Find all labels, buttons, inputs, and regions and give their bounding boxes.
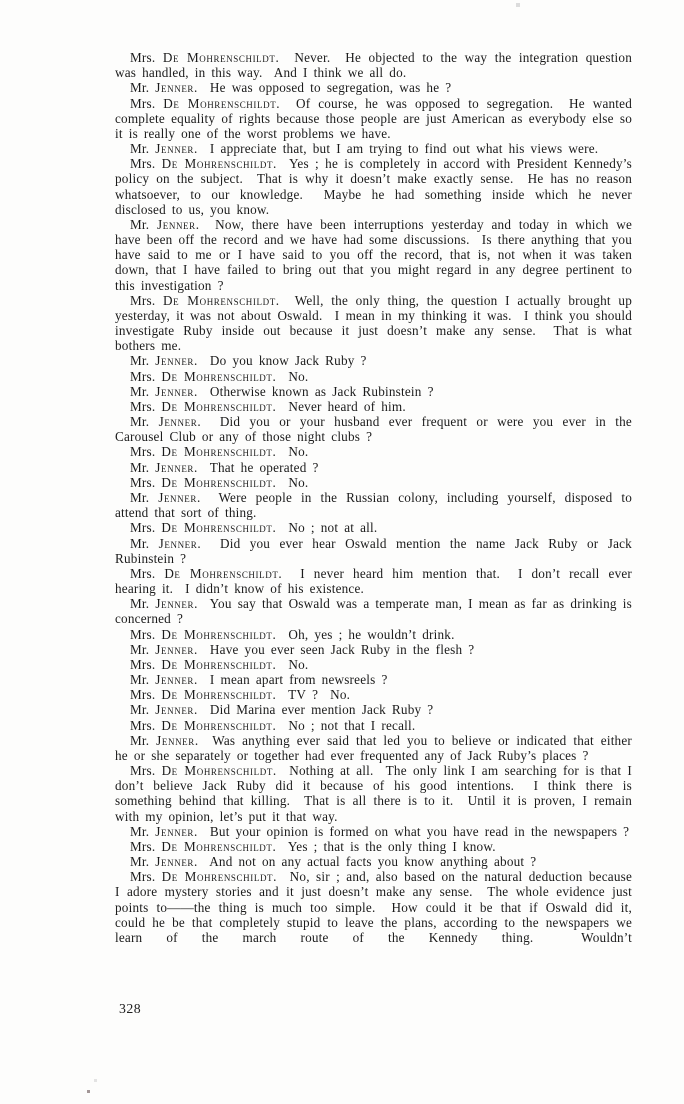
speaker-name: Jenner. [155, 823, 198, 839]
speaker-name: De Mohrenschildt. [161, 869, 278, 885]
speaker-name: Jenner. [158, 535, 202, 551]
dialogue-text: Do you know Jack Ruby ? [197, 353, 367, 369]
speaker-prefix: Mrs. [130, 717, 162, 733]
speaker-name: Jenner. [155, 596, 198, 612]
speaker-prefix: Mr. [130, 672, 156, 688]
transcript-paragraph [115, 763, 638, 824]
speaker-name: De Mohrenschildt. [161, 156, 277, 172]
speaker-prefix: Mr. [130, 489, 159, 505]
testimony-transcript [115, 50, 639, 945]
transcript-paragraph [115, 50, 639, 81]
speaker-name: Jenner. [155, 459, 198, 475]
dialogue-text: I appreciate that, but I am trying to find out what his views were. [197, 141, 599, 157]
transcript-paragraph [115, 384, 632, 399]
speaker-name: Jenner. [155, 672, 198, 688]
dialogue-text: Never heard of him. [276, 398, 406, 414]
dialogue-text: That he operated ? [197, 459, 319, 475]
transcript-paragraph [115, 672, 632, 687]
dialogue-text: No ; not that I recall. [276, 717, 416, 733]
speaker-name: De Mohrenschildt. [161, 444, 277, 460]
transcript-paragraph [115, 718, 632, 733]
speaker-prefix: Mrs. [130, 444, 162, 460]
transcript-paragraph [115, 475, 632, 490]
transcript-paragraph [115, 535, 638, 566]
speaker-prefix: Mrs. [130, 398, 162, 414]
speaker-name: De Mohrenschildt. [161, 520, 277, 536]
dialogue-text: Well, the only thing, the question I actually brought up yesterday, it was not about Oswald. I mean in my thinking it was. I think you should investigate Ruby inside out because it just doesn’t make any sense. That is what bothers me. [115, 292, 638, 354]
speaker-prefix: Mrs. [130, 626, 162, 642]
scan-speck [516, 3, 520, 7]
transcript-paragraph [115, 353, 632, 368]
page-number: 328 [119, 1001, 142, 1016]
speaker-name: Jenner. [155, 383, 198, 399]
dialogue-text: I mean apart from newsreels ? [197, 672, 388, 688]
dialogue-text: No ; not at all. [276, 520, 378, 536]
speaker-prefix: Mr. [130, 414, 159, 430]
speaker-prefix: Mr. [130, 596, 156, 612]
transcript-paragraph [115, 627, 632, 642]
transcript-paragraph [115, 414, 638, 445]
speaker-prefix: Mrs. [130, 368, 162, 384]
speaker-name: Jenner. [158, 489, 201, 505]
speaker-prefix: Mr. [130, 702, 156, 718]
speaker-prefix: Mr. [130, 732, 157, 748]
dialogue-text: And not on any actual facts you know anything about ? [197, 854, 537, 870]
speaker-name: Jenner. [155, 141, 198, 157]
dialogue-text: Have you ever seen Jack Ruby in the flesh ? [197, 641, 475, 657]
dialogue-text: No. [276, 656, 309, 672]
dialogue-text: Now, there have been interruptions yesterday and today in which we have been off the record and we have had some discussions. Is there anything that you have said to me or I have said to you off the record, that is, not when it was taken down, that I have failed to bring out that you might regard in any degree pertinent to this investigation ? [115, 216, 638, 293]
dialogue-text: TV ? No. [276, 687, 351, 703]
speaker-prefix: Mr. [130, 80, 156, 96]
speaker-prefix: Mr. [130, 854, 156, 870]
speaker-name: De Mohrenschildt. [161, 626, 277, 642]
dialogue-text: You say that Oswald was a temperate man, I mean as far as drinking is concerned ? [115, 596, 638, 627]
transcript-paragraph [115, 80, 632, 95]
speaker-prefix: Mrs. [130, 156, 162, 172]
transcript-paragraph [115, 854, 632, 869]
speaker-name: De Mohrenschildt. [161, 838, 277, 854]
dialogue-text: Did you or your husband ever frequent or were you ever in the Carousel Club or any of those night clubs ? [115, 414, 638, 445]
speaker-prefix: Mr. [130, 383, 156, 399]
speaker-prefix: Mr. [130, 353, 156, 369]
transcript-paragraph [115, 489, 638, 521]
speaker-prefix: Mrs. [130, 95, 164, 111]
transcript-paragraph [115, 292, 638, 354]
transcript-paragraph [115, 216, 638, 293]
transcript-paragraph [115, 732, 638, 763]
speaker-prefix: Mr. [130, 535, 159, 551]
speaker-prefix: Mrs. [130, 565, 165, 581]
dialogue-text: Yes ; that is the only thing I know. [276, 838, 496, 854]
transcript-paragraph [115, 824, 632, 839]
speaker-name: Jenner. [155, 702, 198, 718]
speaker-name: Jenner. [155, 353, 198, 369]
transcript-paragraph [115, 95, 639, 142]
dialogue-text: Nothing at all. The only link I am searching for is that I don’t believe Jack Ruby did it because of his good intentions. I think there is something behind that killing. That is all there is to it. Until it is proven, I remain with my opinion, let’s put it that way. [115, 763, 638, 824]
speaker-name: Jenner. [155, 80, 198, 96]
speaker-name: Jenner. [157, 216, 200, 232]
speaker-name: De Mohrenschildt. [163, 95, 281, 111]
speaker-prefix: Mrs. [130, 292, 163, 308]
speaker-name: Jenner. [155, 641, 198, 657]
speaker-prefix: Mrs. [130, 838, 162, 854]
speaker-name: De Mohrenschildt. [162, 50, 280, 65]
speaker-name: De Mohrenschildt. [161, 656, 277, 672]
scan-speck [94, 1079, 97, 1082]
speaker-prefix: Mrs. [130, 520, 162, 536]
speaker-name: De Mohrenschildt. [161, 687, 277, 703]
transcript-paragraph [115, 460, 632, 475]
dialogue-text: Never. He objected to the way the integration question was handled, in this way. And I think we all do. [115, 50, 639, 81]
speaker-prefix: Mrs. [130, 50, 163, 65]
transcript-paragraph [115, 369, 632, 384]
dialogue-text: He was opposed to segregation, was he ? [197, 80, 452, 96]
dialogue-text: No. [276, 444, 309, 460]
speaker-name: De Mohrenschildt. [161, 368, 277, 384]
speaker-name: Jenner. [156, 732, 199, 748]
speaker-name: De Mohrenschildt. [161, 717, 277, 733]
speaker-prefix: Mrs. [130, 656, 162, 672]
dialogue-text: No, sir ; and, also based on the natural deduction because I adore mystery stories and it just doesn’t make any sense. The whole evidence just points to——the thing is much too simple. How could it be that if Oswald did it, could he be that completely stupid to leave the plans, according to the newspapers we learn of the march route of the Kennedy thing. Wouldn’t [115, 869, 638, 945]
dialogue-text: Were people in the Russian colony, including yourself, disposed to attend that sort of thing. [115, 489, 638, 521]
transcript-paragraph [115, 642, 632, 657]
speaker-name: Jenner. [155, 854, 198, 870]
speaker-name: Jenner. [158, 414, 202, 430]
dialogue-text: Yes ; he is completely in accord with President Kennedy’s policy on the subject. That is why it doesn’t make exactly sense. He has no reason whatsoever, to our knowledge. Maybe he had something inside which he never disclosed to us, you know. [115, 156, 638, 217]
speaker-prefix: Mrs. [130, 687, 162, 703]
dialogue-text: But your opinion is formed on what you have read in the newspapers ? [197, 823, 630, 839]
transcript-paragraph [115, 399, 632, 414]
speaker-name: De Mohrenschildt. [161, 763, 277, 779]
dialogue-text: I never heard him mention that. I don’t recall ever hearing it. I didn’t know of his existence. [115, 565, 639, 597]
speaker-name: De Mohrenschildt. [161, 474, 277, 490]
speaker-prefix: Mr. [130, 641, 156, 657]
dialogue-text: Otherwise known as Jack Rubinstein ? [197, 383, 434, 399]
transcript-paragraph [115, 565, 639, 597]
speaker-prefix: Mr. [130, 459, 156, 475]
speaker-prefix: Mrs. [130, 763, 162, 779]
transcript-paragraph [115, 657, 632, 672]
transcript-paragraph [115, 596, 638, 627]
speaker-prefix: Mr. [130, 141, 156, 157]
speaker-name: De Mohrenschildt. [163, 292, 280, 308]
transcript-paragraph [115, 839, 632, 854]
speaker-name: De Mohrenschildt. [164, 565, 283, 581]
transcript-paragraph [115, 702, 632, 717]
transcript-paragraph [115, 156, 638, 217]
dialogue-text: No. [276, 368, 309, 384]
dialogue-text: No. [276, 474, 309, 490]
dialogue-text: Was anything ever said that led you to believe or indicated that either he or she separately or together had ever frequented any of Jack Ruby’s places ? [115, 732, 638, 763]
dialogue-text: Oh, yes ; he wouldn’t drink. [276, 626, 455, 642]
dialogue-text: Did you ever hear Oswald mention the name Jack Ruby or Jack Rubinstein ? [115, 535, 638, 566]
transcript-paragraph [115, 869, 638, 945]
speaker-prefix: Mr. [130, 216, 158, 232]
transcript-paragraph [115, 520, 632, 535]
speaker-prefix: Mrs. [130, 474, 162, 490]
transcript-paragraph [115, 687, 632, 702]
speaker-prefix: Mrs. [130, 869, 162, 885]
dialogue-text: Did Marina ever mention Jack Ruby ? [197, 702, 434, 718]
dialogue-text: Of course, he was opposed to segregation. He wanted complete equality of rights because those people are just American as everybody else so it is really one of the worst problems we have. [115, 95, 639, 141]
speaker-name: De Mohrenschildt. [161, 398, 277, 414]
scan-speck [87, 1090, 90, 1093]
speaker-prefix: Mr. [130, 823, 156, 839]
transcript-paragraph [115, 444, 632, 459]
transcript-paragraph [115, 141, 632, 156]
